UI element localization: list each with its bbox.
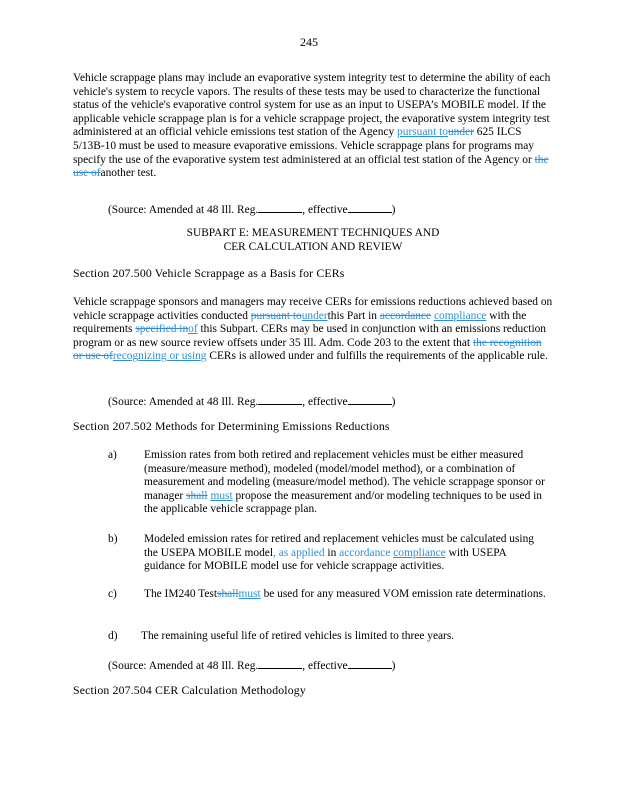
section-207-504-heading: Section 207.504 CER Calculation Methodology — [73, 683, 306, 697]
source-note — [108, 202, 395, 218]
source-effective: , effective — [302, 660, 348, 672]
text: this Part in — [327, 309, 377, 322]
text: another test. — [100, 167, 157, 180]
text: The IM240 Test — [144, 588, 218, 600]
inserted-text: pursuant to — [397, 126, 448, 139]
inserted-text: , as applied — [273, 546, 325, 559]
inserted-text: of — [188, 323, 198, 336]
text: be used for any measured VOM emission rate determinations. — [263, 588, 546, 600]
item-text-c — [144, 588, 549, 602]
evaporative-test-paragraph — [73, 72, 553, 181]
inserted-text: compliance — [393, 546, 446, 559]
source-note — [108, 394, 395, 410]
text: with USEPA guidance for MOBILE model use for vehicle scrappage activities. — [144, 546, 507, 573]
text: CERs is allowed under and fulfills the requirements of the applicable rule. — [206, 350, 548, 363]
deleted-text: shall — [186, 489, 208, 502]
inserted-text: must — [210, 489, 233, 502]
item-label-d: d) — [108, 630, 118, 642]
text: with the requirements — [73, 309, 527, 336]
text: this Subpart. CERs may be used in conjunction with an emissions reduction program or as new source review offsets under 35 Ill. Adm. Code 203 to the extent that — [73, 323, 546, 349]
source-prefix: (Source: Amended at 48 Ill. Reg. — [108, 660, 259, 672]
text: Emission rates from both retired and replacement vehicles must be either measured (measure/measure method), modeled (model/model method), or a combination of measurement and modeling (measure/model method). The vehicle scrappage sponsor or manager — [144, 449, 545, 502]
item-text-a — [144, 449, 549, 517]
blank-line — [348, 658, 392, 669]
inserted-text: under — [301, 309, 328, 322]
blank-line — [258, 658, 302, 669]
text: Modeled emission rates for retired and replacement vehicles must be calculated using the USEPA MOBILE model — [144, 533, 534, 559]
deleted-text: shall — [217, 588, 239, 600]
source-suffix: ) — [391, 660, 396, 672]
item-label-b: b) — [108, 533, 118, 545]
source-suffix: ) — [391, 396, 396, 408]
item-text-d: The remaining useful life of retired vehicles is limited to three years. — [141, 630, 455, 642]
section-207-500-paragraph — [73, 296, 553, 364]
blank-line — [348, 202, 392, 213]
source-prefix: (Source: Amended at 48 Ill. Reg. — [108, 204, 259, 216]
text: Vehicle scrappage sponsors and managers may receive CERs for emissions reductions achieved based on vehicle scrappage activities conducted — [73, 296, 553, 322]
section-207-502-heading: Section 207.502 Methods for Determining Emissions Reductions — [73, 419, 390, 433]
source-effective: , effective — [302, 396, 348, 408]
source-effective: , effective — [302, 204, 348, 216]
deleted-text: the use of — [73, 153, 549, 180]
inserted-text: must — [238, 588, 261, 600]
deleted-text: under — [447, 126, 474, 139]
item-text-b — [144, 533, 549, 574]
text: in — [327, 546, 337, 559]
blank-line — [348, 394, 392, 405]
source-suffix: ) — [391, 204, 396, 216]
text: 625 ILCS 5/13B-10 must be used to measure evaporative emissions. Vehicle scrappage plans for programs may specify the use of the evaporative system test administered at an official test station of the Agency or — [73, 126, 534, 166]
source-prefix: (Source: Amended at 48 Ill. Reg. — [108, 396, 259, 408]
text: Vehicle scrappage plans may include an evaporative system integrity test to determine the ability of each vehicle's system to recycle vapors. The results of these tests may be used to characterize the functional status of the vehicle's evaporative control system for use as an input to USEPA’s MOBILE model. If the applicable vehicle scrappage plan is for a vehicle scrappage project, the evaporative system integrity test administered at an official vehicle emissions test station of the Agency — [73, 72, 551, 139]
item-label-c: c) — [108, 588, 117, 600]
item-label-a: a) — [108, 449, 117, 461]
section-207-500-heading: Section 207.500 Vehicle Scrappage as a Basis for CERs — [73, 266, 345, 280]
subpart-heading — [73, 227, 553, 254]
deleted-text: pursuant to — [250, 309, 302, 322]
page-number: 245 — [300, 35, 318, 49]
deleted-text: accordance — [379, 309, 432, 322]
text: propose the measurement and/or modeling techniques to be used in the applicable vehicle scrappage plan. — [144, 489, 542, 516]
inserted-text: recognizing or using — [112, 350, 207, 363]
deleted-text: the recognition or use of — [73, 336, 542, 363]
subpart-line-2: CER CALCULATION AND REVIEW — [223, 240, 403, 253]
subpart-line-1: SUBPART E: MEASUREMENT TECHNIQUES AND — [186, 227, 440, 239]
blank-line — [258, 394, 302, 405]
source-note — [108, 658, 395, 674]
inserted-text: compliance — [433, 309, 487, 322]
inserted-text: accordance — [339, 546, 391, 559]
deleted-text: specified in — [135, 323, 189, 336]
blank-line — [258, 202, 302, 213]
